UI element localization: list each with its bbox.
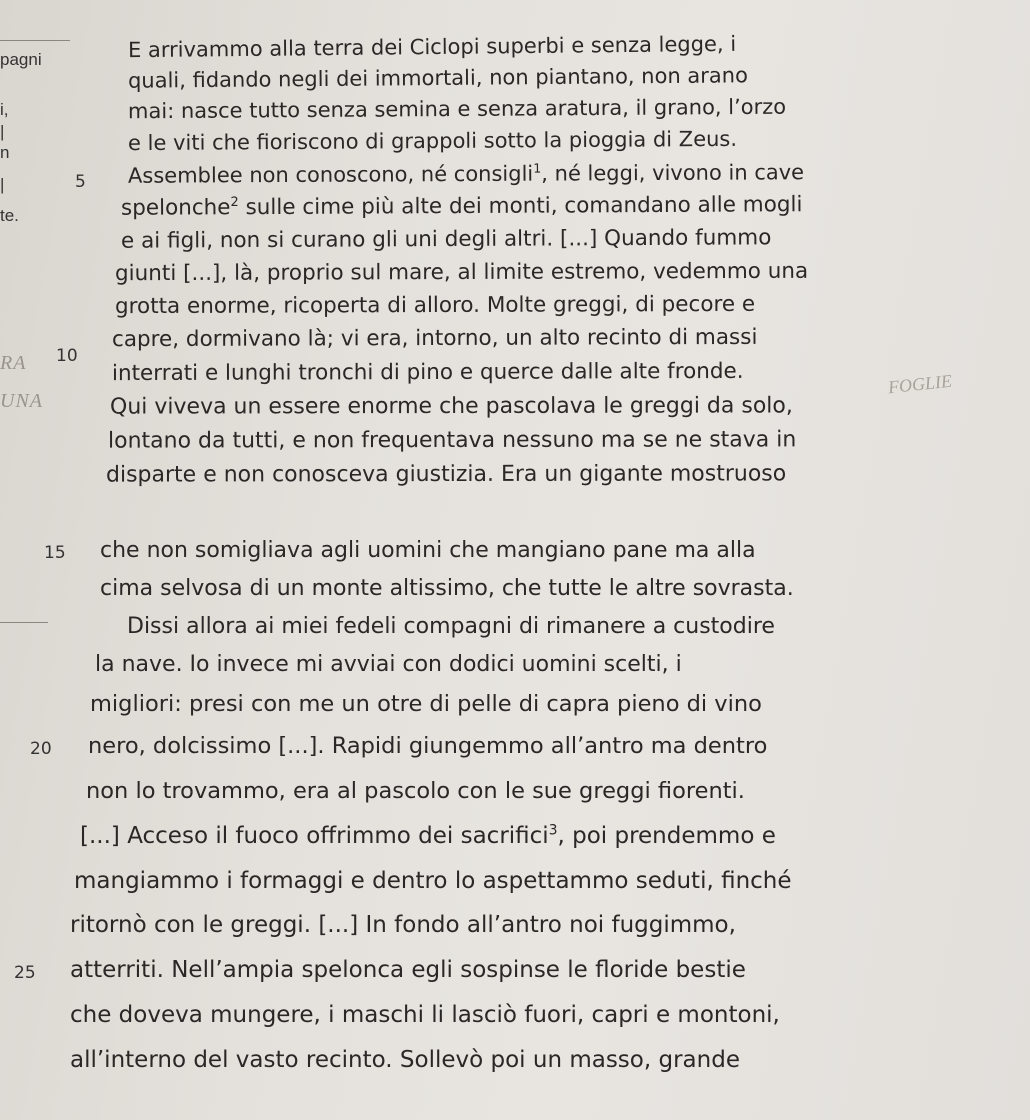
text-line: che doveva mungere, i maschi li lasciò fuori, capri e montoni, (70, 1002, 780, 1028)
text-line: e le viti che fioriscono di grappoli sotto la pioggia di Zeus. (127, 126, 738, 156)
line-number: 5 (75, 172, 86, 192)
text-line: capre, dormivano là; vi era, intorno, un alto recinto di massi (111, 324, 758, 353)
text-line: che non somigliava agli uomini che mangiano pane ma alla (100, 538, 756, 563)
margin-rule (0, 622, 48, 623)
footnote-mark: 1 (533, 160, 542, 176)
text-line: la nave. Io invece mi avviai con dodici uomini scelti, i (95, 652, 682, 677)
text-line: mai: nasce tutto senza semina e senza aratura, il grano, l’orzo (127, 94, 787, 124)
text-line: grotta enorme, ricoperta di alloro. Molte greggi, di pecore e (114, 291, 756, 320)
line-number: 25 (14, 963, 36, 983)
margin-note: | (0, 175, 5, 194)
text-line: spelonche$^2$ sulle cime più alte dei monti, comandano alle mogli (120, 192, 803, 221)
text-line: all’interno del vasto recinto. Sollevò poi un masso, grande (70, 1047, 740, 1073)
text-line: interrati e lunghi tronchi di pino e querce dalle alte fronde. (111, 358, 744, 387)
text-line: atterriti. Nell’ampia spelonca egli sospinse le floride bestie (70, 957, 746, 983)
line-number: 20 (30, 739, 52, 759)
text-line: non lo trovammo, era al pascolo con le sue greggi fiorenti. (86, 778, 745, 804)
text-line: nero, dolcissimo [...]. Rapidi giungemmo all’antro ma dentro (88, 733, 768, 759)
text-line: disparte e non conosceva giustizia. Era un gigante mostruoso (105, 461, 787, 488)
text-line: migliori: presi con me un otre di pelle di capra pieno di vino (90, 691, 762, 717)
margin-note: i, (0, 100, 9, 119)
text-line: [...] Acceso il fuoco offrimmo dei sacrifici$^3$, poi prendemmo e (80, 822, 776, 849)
footnote-mark: 2 (230, 195, 239, 211)
text-line: quali, fidando negli dei immortali, non piantano, non arano (127, 63, 748, 93)
text-line: mangiammo i formaggi e dentro lo aspettammo seduti, finché (74, 868, 792, 894)
text-line: Qui viveva un essere enorme che pascolava le greggi da solo, (109, 393, 793, 420)
text-line: ritornò con le greggi. [...] In fondo all’antro noi fuggimmo, (70, 912, 736, 938)
line-number: 10 (56, 346, 78, 366)
margin-note: te. (0, 206, 19, 225)
line-number: 15 (44, 543, 66, 563)
text-line: giunti [...], là, proprio sul mare, al limite estremo, vedemmo una (114, 258, 809, 287)
margin-note: n (0, 143, 10, 162)
text-line: lontano da tutti, e non frequentava nessuno ma se ne stava in (107, 427, 797, 454)
text-line: E arrivammo alla terra dei Ciclopi superbi e senza legge, i (127, 31, 737, 63)
handwritten-note: RA (0, 352, 27, 374)
handwritten-note: UNA (0, 390, 43, 412)
footnote-mark: 3 (548, 822, 558, 839)
text-line: Assemblee non conoscono, né consigli$^1$, né leggi, vivono in cave (127, 160, 805, 188)
margin-note: | (0, 122, 5, 141)
text-line: e ai figli, non si curano gli uni degli altri. [...] Quando fummo (120, 225, 772, 254)
margin-note: pagni (0, 50, 42, 69)
margin-rule (0, 40, 70, 41)
text-line: Dissi allora ai miei fedeli compagni di rimanere a custodire (127, 614, 775, 639)
handwritten-note: FOGLIE (887, 370, 953, 398)
text-line: cima selvosa di un monte altissimo, che tutte le altre sovrasta. (100, 576, 794, 601)
